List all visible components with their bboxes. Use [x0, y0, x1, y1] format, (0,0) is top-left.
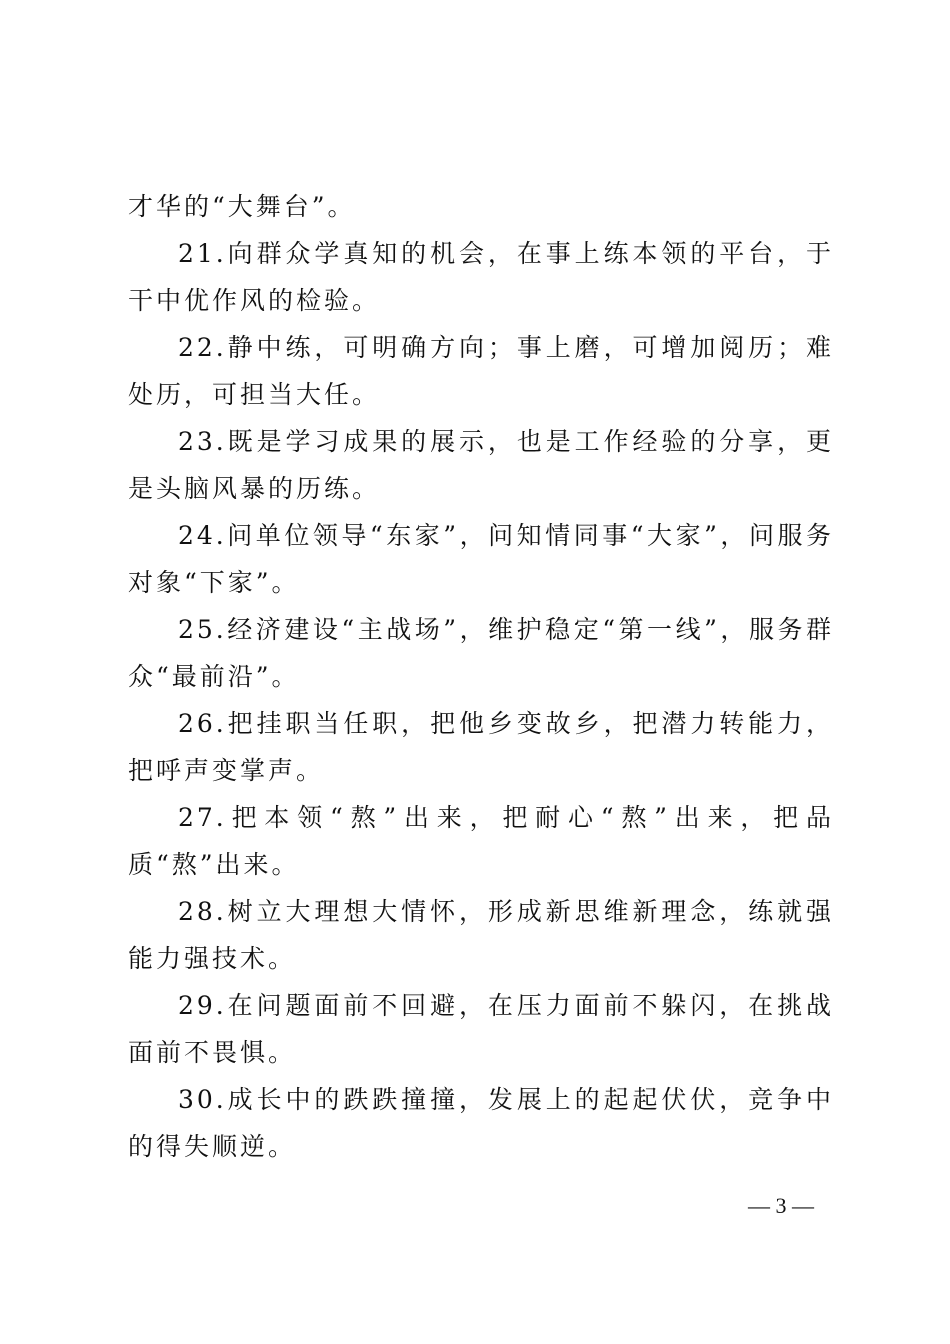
page-number: — 3 — — [748, 1193, 814, 1218]
list-item: 22.静中练，可明确方向；事上磨，可增加阅历；难处历，可担当大任。 — [128, 333, 834, 409]
body-text — [128, 183, 834, 1170]
list-item: 24.问单位领导“东家”，问知情同事“大家”，问服务对象“下家”。 — [128, 521, 834, 597]
list-item: 25.经济建设“主战场”，维护稳定“第一线”，服务群众“最前沿”。 — [128, 615, 834, 691]
list-item: 28.树立大理想大情怀，形成新思维新理念，练就强能力强技术。 — [128, 897, 834, 973]
list-item: 26.把挂职当任职，把他乡变故乡，把潜力转能力，把呼声变掌声。 — [128, 709, 834, 785]
list-item: 29.在问题面前不回避，在压力面前不躲闪，在挑战面前不畏惧。 — [128, 991, 834, 1067]
list-item: 23.既是学习成果的展示，也是工作经验的分享，更是头脑风暴的历练。 — [128, 427, 834, 503]
list-item: 27.把本领“熬”出来，把耐心“熬”出来，把品质“熬”出来。 — [128, 803, 834, 879]
list-item: 21.向群众学真知的机会，在事上练本领的平台，于干中优作风的检验。 — [128, 239, 834, 315]
continuation-paragraph: 才华的“大舞台”。 — [128, 192, 356, 221]
list-item: 30.成长中的跌跌撞撞，发展上的起起伏伏，竞争中的得失顺逆。 — [128, 1085, 834, 1161]
